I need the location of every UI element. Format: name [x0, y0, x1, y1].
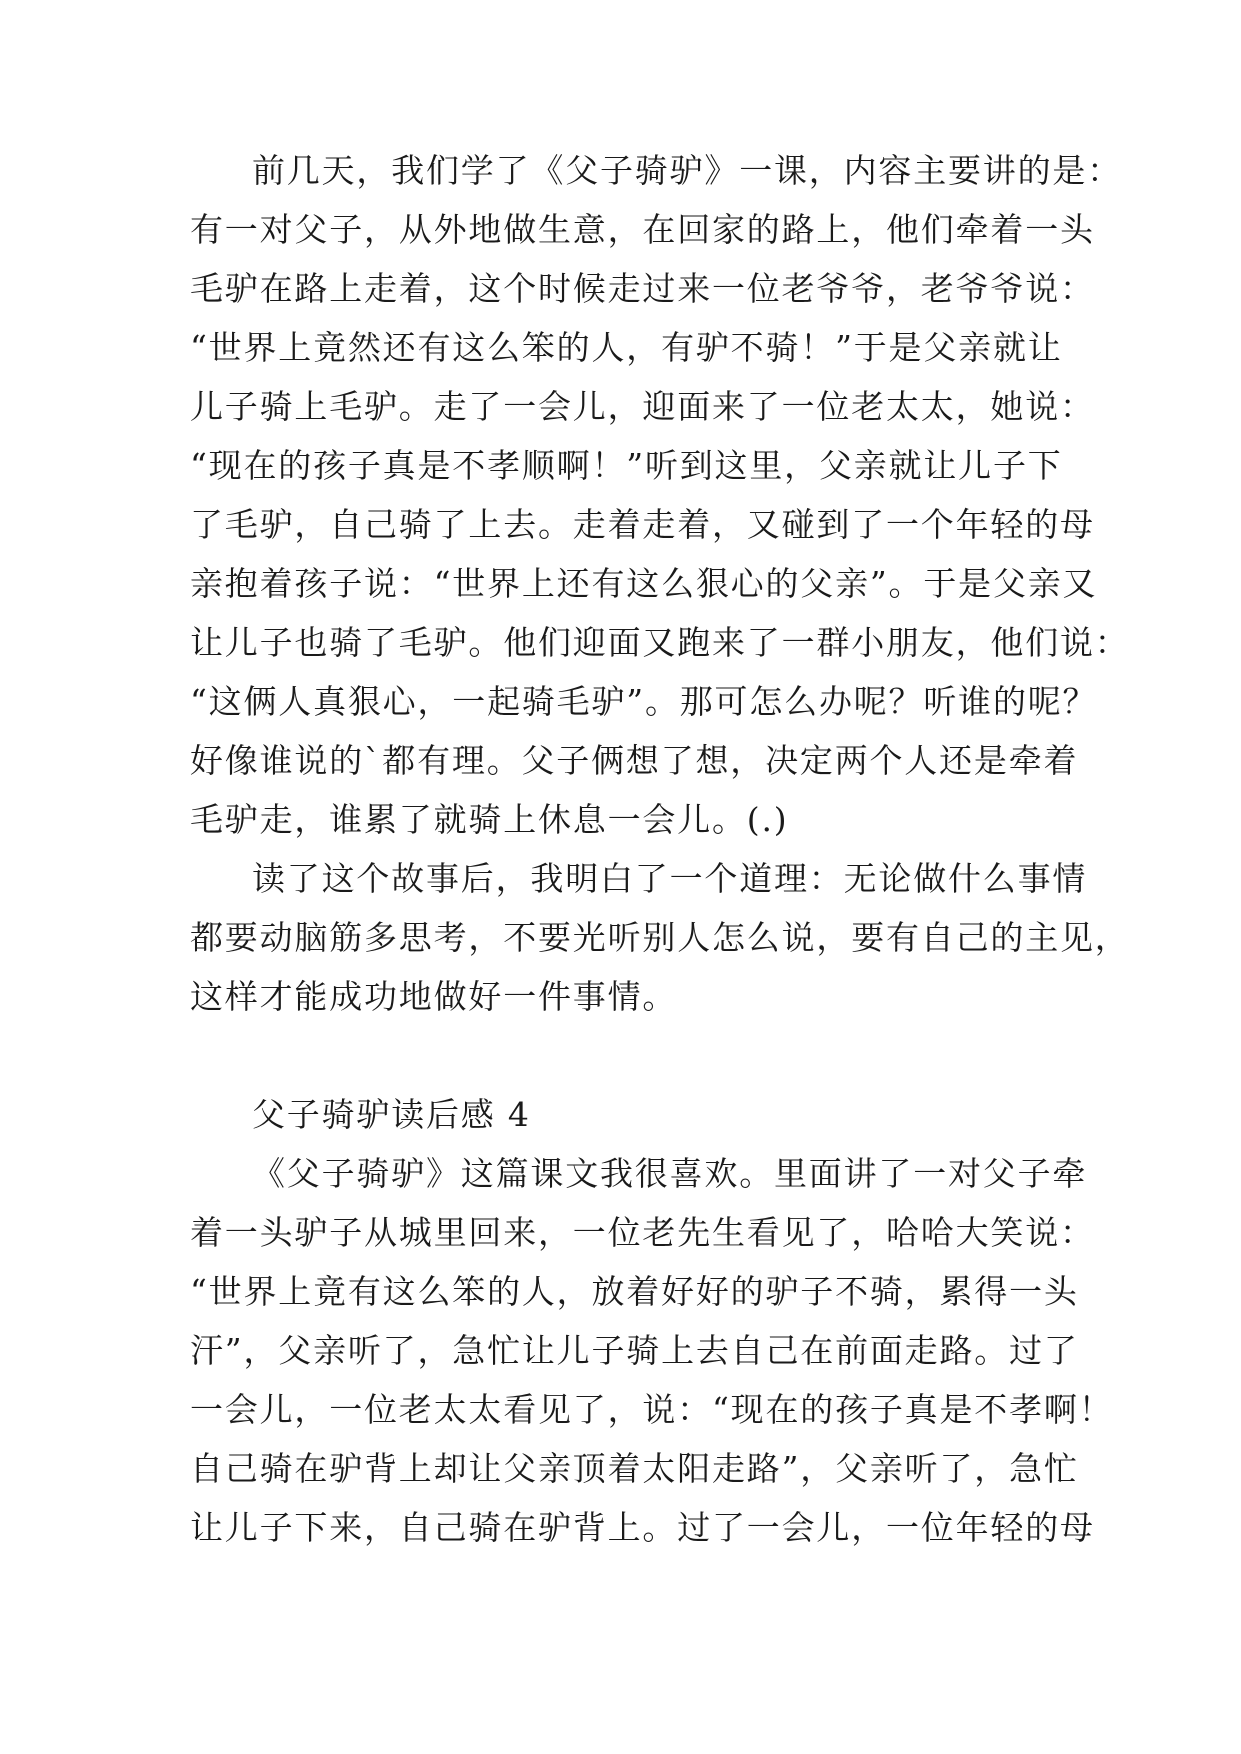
paragraph-line: 自己骑在驴背上却让父亲顶着太阳走路”，父亲听了，急忙: [190, 1449, 1079, 1488]
paragraph-line: 都要动脑筋多思考，不要光听别人怎么说，要有自己的主见，: [190, 918, 1130, 957]
paragraph-line: 让儿子也骑了毛驴。他们迎面又跑来了一群小朋友，他们说：: [190, 623, 1130, 662]
section-heading: 父子骑驴读后感 4: [252, 1095, 531, 1134]
paragraph-line: 这样才能成功地做好一件事情。: [190, 977, 678, 1016]
paragraph-line: 一会儿，一位老太太看见了，说：“现在的孩子真是不孝啊！: [190, 1390, 1114, 1429]
paragraph-line: 让儿子下来，自己骑在驴背上。过了一会儿，一位年轻的母: [190, 1508, 1095, 1547]
paragraph-line: “这俩人真狠心，一起骑毛驴”。那可怎么办呢？听谁的呢？: [190, 682, 1098, 721]
paragraph-line: 有一对父子，从外地做生意，在回家的路上，他们牵着一头: [190, 210, 1095, 249]
paragraph-line: 毛驴在路上走着，这个时候走过来一位老爷爷，老爷爷说：: [190, 269, 1095, 308]
paragraph-line: 着一头驴子从城里回来，一位老先生看见了，哈哈大笑说：: [190, 1213, 1095, 1252]
paragraph-line: 读了这个故事后，我明白了一个道理：无论做什么事情: [252, 859, 1088, 898]
paragraph-line: “世界上竟有这么笨的人，放着好好的驴子不骑，累得一头: [190, 1272, 1079, 1311]
paragraph-line: “世界上竟然还有这么笨的人，有驴不骑！”于是父亲就让: [190, 328, 1063, 367]
paragraph-line: 毛驴走，谁累了就骑上休息一会儿。(.): [190, 800, 789, 839]
paragraph-line: 儿子骑上毛驴。走了一会儿，迎面来了一位老太太，她说：: [190, 387, 1095, 426]
paragraph-line: 了毛驴，自己骑了上去。走着走着，又碰到了一个年轻的母: [190, 505, 1095, 544]
paragraph-line: 好像谁说的`都有理。父子俩想了想，决定两个人还是牵着: [190, 741, 1079, 780]
paragraph-line: 亲抱着孩子说：“世界上还有这么狠心的父亲”。于是父亲又: [190, 564, 1098, 603]
paragraph-line: 前几天，我们学了《父子骑驴》一课，内容主要讲的是：: [252, 151, 1122, 190]
paragraph-line: 汗”，父亲听了，急忙让儿子骑上去自己在前面走路。过了: [190, 1331, 1079, 1370]
paragraph-line: “现在的孩子真是不孝顺啊！”听到这里，父亲就让儿子下: [190, 446, 1063, 485]
paragraph-line: 《父子骑驴》这篇课文我很喜欢。里面讲了一对父子牵: [252, 1154, 1088, 1193]
